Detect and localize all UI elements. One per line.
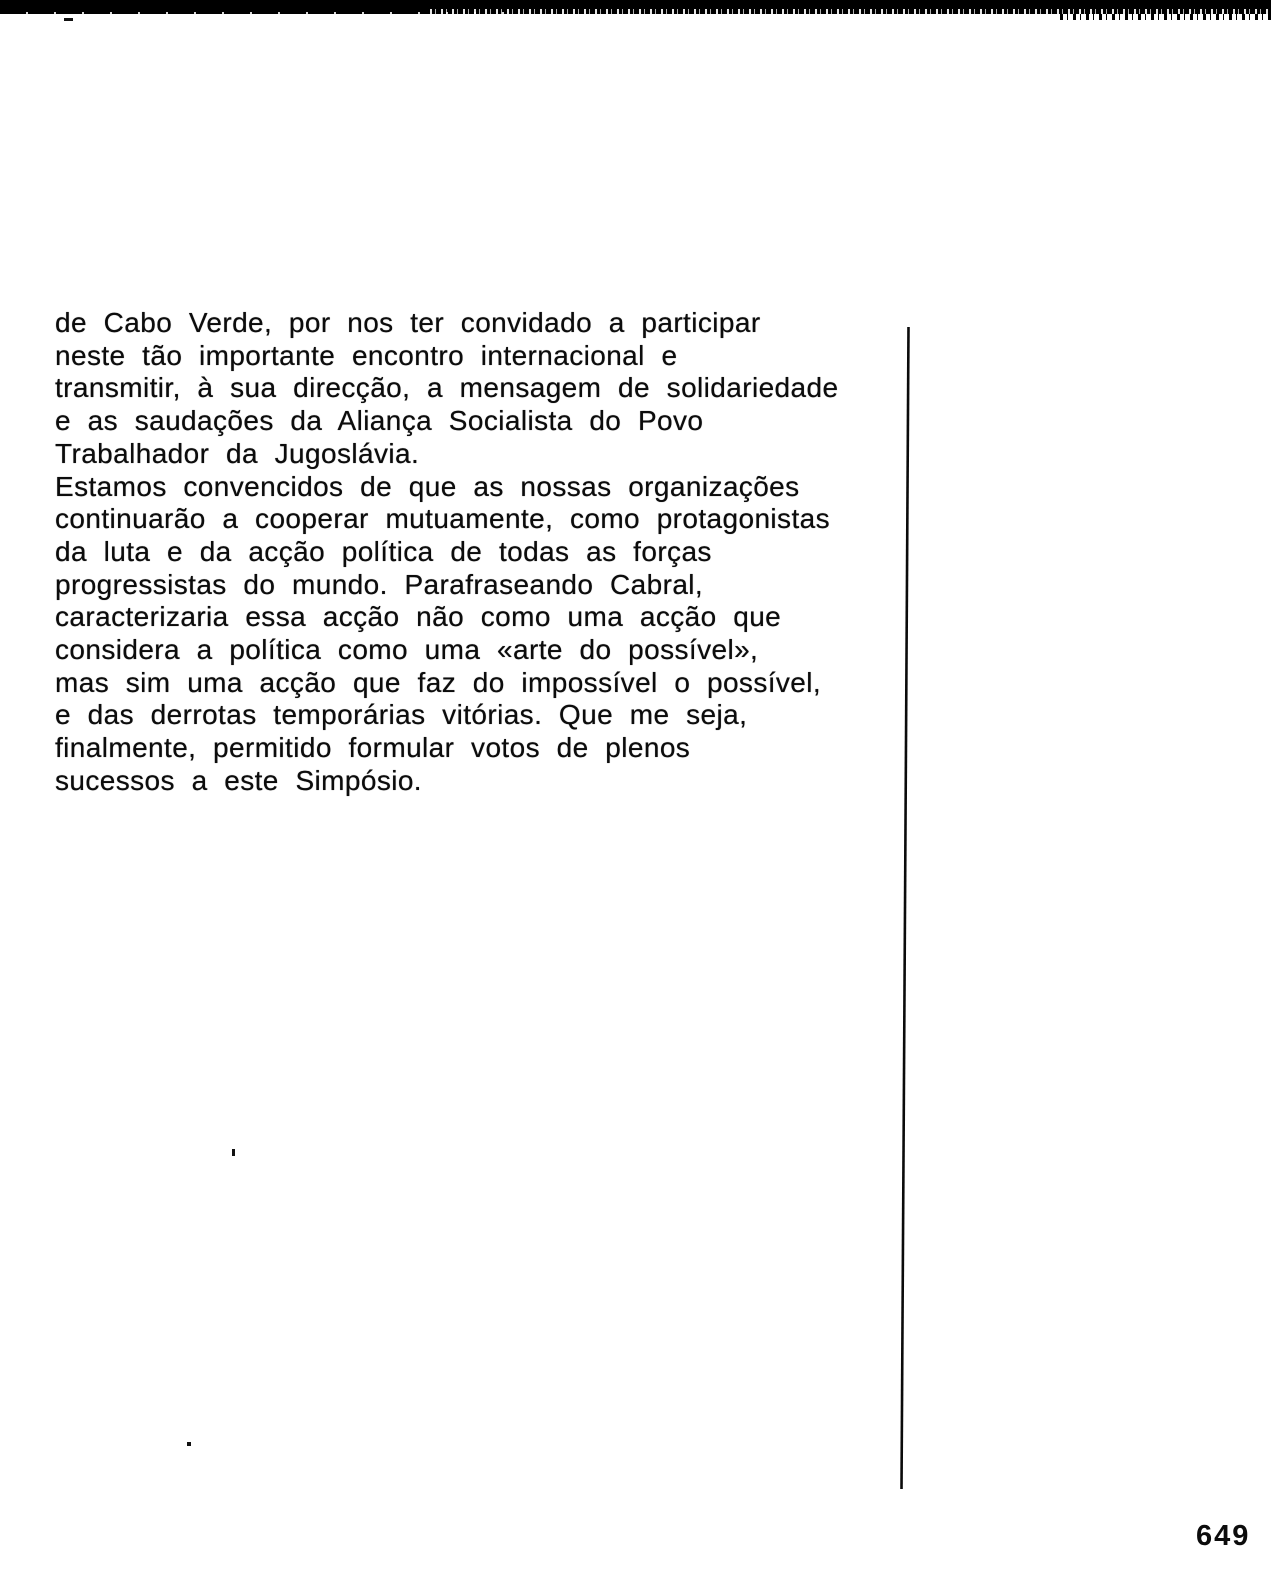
- text-line: da luta e da acção política de todas as forças: [55, 535, 712, 567]
- text-line: sucessos a este Simpósio.: [55, 764, 422, 796]
- dust-speck: [232, 1149, 235, 1156]
- text-line: e as saudações da Aliança Socialista do Povo: [55, 405, 704, 437]
- scan-artifact-fray: [1060, 14, 1271, 20]
- text-line: transmitir, à sua direcção, a mensagem de solidariedade: [55, 372, 839, 404]
- dust-speck: [187, 1442, 191, 1446]
- text-line: finalmente, permitido formular votos de plenos: [55, 732, 691, 764]
- text-line: considera a política como uma «arte do possível»,: [55, 634, 759, 666]
- text-line: de Cabo Verde, por nos ter convidado a participar: [55, 307, 761, 338]
- text-line: Estamos convencidos de que as nossas organizações: [55, 470, 800, 502]
- scan-artifact-top-bar: [0, 0, 1271, 14]
- body-text-column: [55, 307, 900, 798]
- text-line: Trabalhador da Jugoslávia.: [55, 437, 420, 469]
- dust-speck: [64, 18, 73, 21]
- text-line: mas sim uma acção que faz do impossível o possível,: [55, 666, 822, 698]
- text-line: e das derrotas temporárias vitórias. Que me seja,: [55, 699, 748, 731]
- text-line: neste tão importante encontro internacional e: [55, 339, 678, 371]
- text-line: progressistas do mundo. Parafraseando Cabral,: [55, 568, 704, 600]
- page-number: 649: [1196, 1520, 1251, 1552]
- text-line: continuarão a cooperar mutuamente, como protagonistas: [55, 503, 831, 535]
- text-line: caracterizaria essa acção não como uma acção que: [55, 601, 782, 633]
